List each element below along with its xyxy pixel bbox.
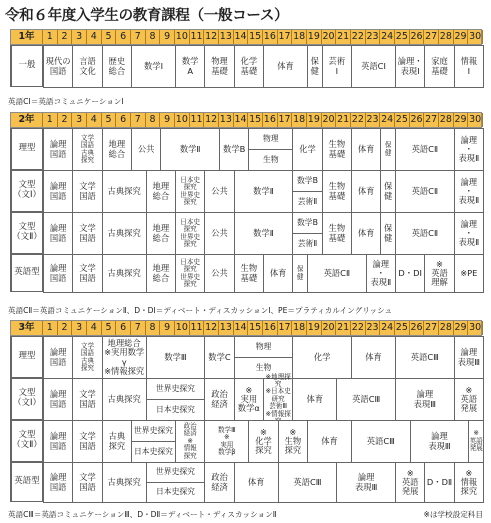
subject-cell: 論理 国語 <box>43 212 73 255</box>
subject-cell: 英語CⅢ <box>278 462 338 503</box>
grade-label: 1年 <box>11 30 43 44</box>
subject-cell: 論理 国語 <box>43 378 73 421</box>
subject-cell: 古典探究 <box>102 378 147 421</box>
period-number: 11 <box>190 31 203 42</box>
subject-cell: 英語CⅡ <box>395 128 455 171</box>
subject-cell: 数学Ⅱ <box>234 170 294 213</box>
subject-cell: 数学B <box>292 170 322 192</box>
period-number: 25 <box>395 114 408 125</box>
subject-cell: ※ 情報 探究 <box>454 462 484 503</box>
grade3-note: 英語CⅢ＝英語コミュニケーションⅢ、D・DⅡ＝ディベート・ディスカッションⅡ <box>8 510 277 519</box>
subject-cell: ※ 実用 数学α <box>234 378 264 421</box>
period-number: 10 <box>175 114 188 125</box>
subject-cell: 英語CⅢ <box>395 336 455 379</box>
course-type-label: 文型 （文Ⅱ） <box>11 212 43 254</box>
period-number: 17 <box>278 114 291 125</box>
subject-cell: 保健 <box>307 45 323 88</box>
subject-cell: 物理 <box>248 128 293 150</box>
period-number: 8 <box>146 321 161 335</box>
subject-cell: 化学 基礎 <box>234 45 264 88</box>
period-number: 10 <box>175 322 188 333</box>
period-number: 15 <box>249 114 262 125</box>
period-number: 9 <box>160 30 175 44</box>
period-number: 8 <box>146 113 161 127</box>
subject-cell: 究 ※日本史研究 芸術Ⅲ ※情報探 <box>263 378 293 421</box>
course-type-label: 理型 <box>11 128 43 170</box>
course-type-label: 一般 <box>11 45 43 87</box>
period-number: 24 <box>381 114 394 125</box>
period-number: 27 <box>425 322 438 333</box>
period-number: 27 <box>425 114 438 125</box>
subject-cell: 体育 <box>351 128 381 171</box>
subject-cell: 体育 <box>351 336 396 379</box>
period-number: 23 <box>366 31 379 42</box>
period-number: 19 <box>307 31 320 42</box>
course-type-label: 文型 （文Ⅰ） <box>11 378 43 420</box>
period-number: 7 <box>131 113 146 127</box>
period-number: 2 <box>58 321 73 335</box>
period-number: 17 <box>278 322 291 333</box>
subject-cell: 文学 国語 <box>72 212 102 255</box>
subject-cell: ※ 生物 探究 <box>278 420 308 463</box>
period-number: 12 <box>205 31 218 42</box>
subject-cell: 生物 <box>234 357 294 379</box>
subject-cell: 文学 国語 古典 探究 <box>72 336 102 379</box>
period-number: 28 <box>439 114 452 125</box>
period-number: 6 <box>116 321 131 335</box>
subject-cell: 生物 基礎 <box>322 212 352 255</box>
subject-cell: 論理 ・ 表現Ⅱ <box>454 170 484 213</box>
subject-cell: 論理 表現Ⅲ <box>336 462 396 503</box>
period-number: 24 <box>381 322 394 333</box>
period-number: 26 <box>410 31 423 42</box>
subject-cell: 世界史探究 <box>146 378 206 400</box>
subject-cell: 保 健 <box>380 128 396 171</box>
subject-cell: 地理 総合 <box>146 254 176 293</box>
period-number: 21 <box>337 114 350 125</box>
subject-cell: 体育 <box>307 420 352 463</box>
subject-cell: 公共 <box>204 212 234 255</box>
period-number: 14 <box>234 31 247 42</box>
period-number: 9 <box>160 321 175 335</box>
subject-cell: 政治 経済 ※ 情報 探究 <box>175 420 205 463</box>
subject-cell: 体育 <box>292 378 337 421</box>
period-number: 12 <box>205 114 218 125</box>
subject-cell: 情報 Ⅰ <box>454 45 484 88</box>
subject-cell: 英語CⅡ <box>307 254 367 293</box>
period-number: 6 <box>116 30 131 44</box>
subject-cell: 英語CⅡ <box>395 212 455 255</box>
period-number: 29 <box>454 31 467 42</box>
period-number: 23 <box>366 322 379 333</box>
subject-cell: 論理 表現Ⅲ <box>454 336 484 379</box>
subject-cell: 文学 国語 <box>72 420 102 463</box>
period-number: 5 <box>102 113 117 127</box>
period-number: 28 <box>439 322 452 333</box>
period-number: 20 <box>322 322 335 333</box>
subject-cell: 数学Ⅰ <box>131 45 176 88</box>
period-number: 28 <box>439 31 452 42</box>
subject-cell: 論理 国語 <box>43 128 73 171</box>
subject-cell: 英語CⅢ <box>336 378 396 421</box>
period-number: 18 <box>293 114 306 125</box>
period-number: 15 <box>249 31 262 42</box>
subject-cell: ※ 化学 探究 <box>248 420 278 463</box>
subject-cell: 数学Ⅱ <box>160 128 220 171</box>
subject-cell: 古典探究 <box>102 254 147 293</box>
period-number: 21 <box>337 31 350 42</box>
subject-cell: 体育 <box>263 254 293 293</box>
subject-cell: 公共 <box>204 170 234 213</box>
grade-label: 3年 <box>11 321 43 335</box>
period-number: 6 <box>116 113 131 127</box>
subject-cell: 論理 国語 <box>43 254 73 293</box>
subject-cell: D・DⅠ <box>395 254 425 293</box>
subject-cell: 古典探究 <box>102 212 147 255</box>
subject-cell: 論理 ・ 表現Ⅱ <box>454 128 484 171</box>
subject-cell: 物理 <box>234 336 294 358</box>
subject-cell: 歴史 総合 <box>102 45 132 88</box>
period-number: 25 <box>395 322 408 333</box>
subject-cell: 化学 <box>292 128 322 171</box>
period-number: 7 <box>131 30 146 44</box>
subject-cell: 数学B <box>219 128 249 171</box>
subject-cell: 古典探究 <box>102 462 147 503</box>
subject-cell: 生物 基礎 <box>322 170 352 213</box>
period-number: 1 <box>43 113 58 127</box>
period-number: 22 <box>351 31 364 42</box>
subject-cell: 地理 総合 <box>102 128 132 171</box>
period-number: 14 <box>234 114 247 125</box>
grade1-note: 英語CⅠ＝英語コミュニケーションⅠ <box>8 97 124 106</box>
subject-cell: ※ 英語 発展 <box>468 420 484 463</box>
grade-label: 2年 <box>11 113 43 127</box>
course-type-label: 文型 （文Ⅱ） <box>11 420 43 462</box>
period-number: 18 <box>293 322 306 333</box>
subject-cell: 文学 国語 <box>72 462 102 503</box>
period-number: 22 <box>351 114 364 125</box>
period-number: 24 <box>381 31 394 42</box>
grade2-body <box>10 128 482 292</box>
period-number: 25 <box>395 31 408 42</box>
subject-cell: 体育 <box>351 212 381 255</box>
subject-cell: 文学 国語 <box>72 170 102 213</box>
period-number: 3 <box>72 321 87 335</box>
subject-cell: 生物 <box>248 149 293 171</box>
period-number: 30 <box>469 114 482 125</box>
subject-cell: 物理 基礎 <box>204 45 234 88</box>
subject-cell: 化学 <box>292 336 352 379</box>
period-number: 19 <box>307 114 320 125</box>
subject-cell: 世界史探究 <box>146 462 206 483</box>
period-number: 15 <box>249 322 262 333</box>
subject-cell: 言語 文化 <box>72 45 102 88</box>
period-number: 1 <box>43 321 58 335</box>
subject-cell: 文学 国語 古典 探究 <box>72 128 102 171</box>
period-number: 16 <box>263 114 276 125</box>
course-type-label: 英語型 <box>11 254 43 292</box>
course-type-label: 英語型 <box>11 462 43 502</box>
subject-cell: 論理 国語 <box>43 462 73 503</box>
subject-cell: 地理 総合 <box>146 170 176 213</box>
period-number: 7 <box>131 321 146 335</box>
subject-cell: 古典 探究 <box>102 420 132 463</box>
grade2-header-row <box>10 112 482 128</box>
subject-cell: 数学Ⅲ ※ 実用 数学β <box>204 420 249 463</box>
subject-cell: 英語CⅡ <box>395 170 455 213</box>
period-number: 16 <box>263 31 276 42</box>
period-number: 13 <box>219 322 232 333</box>
subject-cell: 日本史 探究 世界史 探究 <box>175 170 205 213</box>
period-number: 13 <box>219 114 232 125</box>
period-number: 20 <box>322 31 335 42</box>
period-number: 21 <box>337 322 350 333</box>
period-number: 16 <box>263 322 276 333</box>
subject-cell: 論理 表現Ⅲ <box>410 420 470 463</box>
subject-cell: 現代の 国語 <box>43 45 73 88</box>
period-number: 20 <box>322 114 335 125</box>
period-number: 30 <box>469 31 482 42</box>
course-type-label: 文型 （文Ⅰ） <box>11 170 43 212</box>
period-number: 19 <box>307 322 320 333</box>
period-number: 5 <box>102 30 117 44</box>
page-title: 令和６年度入学生の教育課程（一般コース） <box>5 8 289 24</box>
subject-cell: 体育 <box>234 462 279 503</box>
period-number: 29 <box>454 322 467 333</box>
subject-cell: ※ 英語 発展 <box>395 462 425 503</box>
period-number: 1 <box>43 30 58 44</box>
grade3-body <box>10 336 482 502</box>
subject-cell: 公共 <box>131 128 161 171</box>
subject-cell: 体育 <box>351 170 381 213</box>
period-number: 3 <box>72 30 87 44</box>
period-number: 8 <box>146 30 161 44</box>
period-number: 14 <box>234 322 247 333</box>
subject-cell: 日本史探究 <box>146 482 206 503</box>
subject-cell: 芸術Ⅱ <box>292 233 322 255</box>
subject-cell: 英語CⅢ <box>351 420 411 463</box>
subject-cell: 論理 表現Ⅲ <box>395 378 455 421</box>
subject-cell: 論理 ・ 表現Ⅱ <box>366 254 396 293</box>
subject-cell: 日本史 探究 世界史 探究 <box>175 254 205 293</box>
period-number: 3 <box>72 113 87 127</box>
subject-cell: 地理総合 ※実用数学γ ※情報探究 <box>102 336 147 379</box>
subject-cell: 公共 <box>204 254 234 293</box>
grade1-body <box>10 45 482 87</box>
subject-cell: 保 健 <box>292 254 308 293</box>
period-number: 23 <box>366 114 379 125</box>
subject-cell: 生物 基礎 <box>322 128 352 171</box>
subject-cell: 日本史探究 <box>131 441 176 463</box>
subject-cell: 日本史 探究 世界史 探究 <box>175 212 205 255</box>
subject-cell: 地理 総合 <box>146 212 176 255</box>
subject-cell: 政治 経済 <box>204 462 234 503</box>
subject-cell: 体育 <box>263 45 308 88</box>
period-number: 12 <box>205 322 218 333</box>
subject-cell: 数学Ⅱ <box>234 212 294 255</box>
period-number: 11 <box>190 114 203 125</box>
subject-cell: 日本史探究 <box>146 399 206 421</box>
subject-cell: 古典探究 <box>102 170 147 213</box>
period-number: 27 <box>425 31 438 42</box>
period-number: 9 <box>160 113 175 127</box>
grade1-header-row <box>10 29 482 45</box>
grade3-header-row <box>10 320 482 336</box>
subject-cell: 論理 国語 <box>43 170 73 213</box>
period-number: 2 <box>58 113 73 127</box>
period-number: 2 <box>58 30 73 44</box>
period-number: 10 <box>175 31 188 42</box>
subject-cell: ※ 英語 理解 <box>424 254 454 293</box>
subject-cell: 英語CⅠ <box>351 45 396 88</box>
subject-cell: 芸術Ⅱ <box>292 191 322 213</box>
period-number: 22 <box>351 322 364 333</box>
subject-cell: 保健 <box>380 170 396 213</box>
school-subject-note: ※は学校設定科目 <box>423 510 483 519</box>
period-number: 26 <box>410 114 423 125</box>
subject-cell: 論理 ・ 表現Ⅱ <box>454 212 484 255</box>
subject-cell: 論理・ 表現Ⅰ <box>395 45 425 88</box>
subject-cell: 論理 国語 <box>43 336 73 379</box>
subject-cell: 生物 基礎 <box>234 254 264 293</box>
subject-cell: 数学Ⅲ <box>146 336 206 379</box>
period-number: 4 <box>87 30 102 44</box>
period-number: 26 <box>410 322 423 333</box>
period-number: 17 <box>278 31 291 42</box>
period-number: 29 <box>454 114 467 125</box>
period-number: 18 <box>293 31 306 42</box>
subject-cell: 数学C <box>204 336 234 379</box>
period-number: 5 <box>102 321 117 335</box>
subject-cell: 数学B <box>292 212 322 234</box>
period-number: 13 <box>219 31 232 42</box>
subject-cell: 政治 経済 <box>204 378 234 421</box>
period-number: 4 <box>87 321 102 335</box>
subject-cell: 文学 国語 <box>72 254 102 293</box>
period-number: 30 <box>469 322 482 333</box>
subject-cell: 保健 <box>380 212 396 255</box>
subject-cell: 数学 A <box>175 45 205 88</box>
period-number: 4 <box>87 113 102 127</box>
course-type-label: 理型 <box>11 336 43 378</box>
subject-cell: 世界史探究 <box>131 420 176 442</box>
subject-cell: 芸術 Ⅰ <box>322 45 352 88</box>
grade2-note: 英語CⅡ＝英語コミュニケーションⅡ、D・DⅠ＝ディベート・ディスカッションⅠ、PE＝プラティカルイングリッシュ <box>8 306 393 315</box>
subject-cell: 論理 国語 <box>43 420 73 463</box>
grade1-table <box>10 29 482 87</box>
grade2-table <box>10 112 482 292</box>
subject-cell: ※PE <box>454 254 484 293</box>
subject-cell: ※ 英語 発展 <box>454 378 484 421</box>
period-number: 11 <box>190 322 203 333</box>
subject-cell: 家庭 基礎 <box>424 45 454 88</box>
subject-cell: D・DⅡ <box>424 462 454 503</box>
subject-cell: 文学 国語 <box>72 378 102 421</box>
grade3-table <box>10 320 482 502</box>
